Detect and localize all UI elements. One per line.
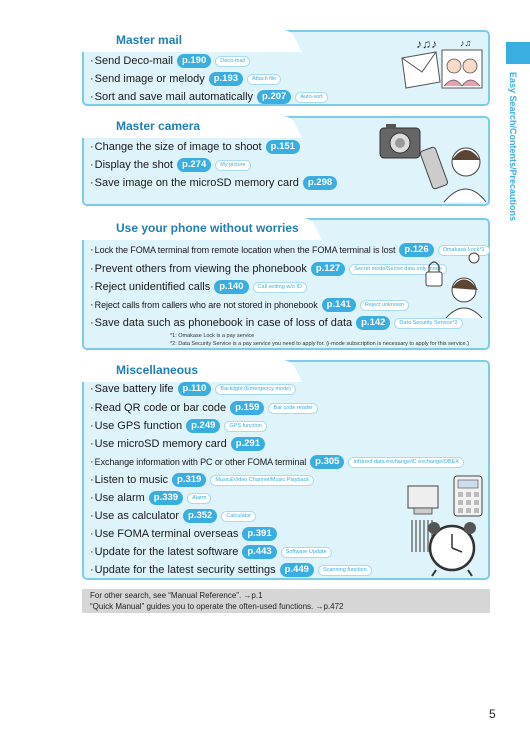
mail-music-illustration xyxy=(396,36,492,106)
page-ref-link[interactable]: p.305 xyxy=(310,455,344,469)
section-title-bar xyxy=(82,218,490,240)
page-ref-link[interactable]: p.207 xyxy=(257,90,291,104)
page-ref-link[interactable]: p.190 xyxy=(177,54,211,68)
list-item: · Read QR code or bar code p.159 Bar code reader xyxy=(90,401,318,415)
function-tag: Data Security Service*2 xyxy=(394,318,462,329)
function-tag: Call setting w/o ID xyxy=(253,282,307,293)
page-ref-link[interactable]: p.140 xyxy=(214,280,248,294)
page-ref-link[interactable]: p.319 xyxy=(172,473,206,487)
lock-person-illustration xyxy=(420,248,486,318)
page-ref-link[interactable]: p.142 xyxy=(356,316,390,330)
list-item: · Listen to music p.319 Music&Video Channel/Music Playback xyxy=(90,473,314,487)
list-item: · Reject unidentified calls p.140 Call setting w/o ID xyxy=(90,280,307,294)
list-item: · Lock the FOMA terminal from remote location when the FOMA terminal is lost p.126 Omakase Lock*1 xyxy=(90,243,490,257)
list-item: · Display the shot p.274 My picture xyxy=(90,158,251,172)
function-tag: Auto-sort xyxy=(295,92,327,103)
page-ref-link[interactable]: p.449 xyxy=(280,563,314,577)
section-title: Master mail xyxy=(116,33,183,47)
svg-text:♪♫: ♪♫ xyxy=(460,38,472,48)
function-tag: GPS function xyxy=(224,421,266,432)
sidebar-section-label: Easy Search/Contents/Precautions xyxy=(508,72,518,222)
function-tag: Reject unknown xyxy=(360,300,409,311)
function-tag: My picture xyxy=(215,160,250,171)
svg-text:♪♫♪: ♪♫♪ xyxy=(416,37,437,51)
list-item: · Send image or melody p.193 Attach file xyxy=(90,72,281,86)
list-item: · Use FOMA terminal overseas p.391 xyxy=(90,527,277,541)
page-ref-link[interactable]: p.159 xyxy=(230,401,264,415)
function-tag: Alarm xyxy=(187,493,211,504)
page-ref-link[interactable]: p.249 xyxy=(186,419,220,433)
function-tag: Attach file xyxy=(247,74,281,85)
sidebar-tab-marker xyxy=(506,42,530,64)
list-item: · Use alarm p.339 Alarm xyxy=(90,491,211,505)
footnote: *1: Omakase Lock is a pay service xyxy=(170,333,255,339)
list-item: · Reject calls from callers who are not stored in phonebook p.141 Reject unknown xyxy=(90,298,409,312)
section-master-camera xyxy=(82,116,490,206)
camera-phone-illustration xyxy=(374,120,488,204)
function-tag: Calculator xyxy=(221,511,256,522)
list-item: · Update for the latest software p.443 Software Update xyxy=(90,545,332,559)
page-number: 5 xyxy=(489,707,496,721)
page-ref-link[interactable]: p.141 xyxy=(322,298,356,312)
page-ref-link[interactable]: p.127 xyxy=(311,262,345,276)
list-item: · Save data such as phonebook in case of loss of data p.142 Data Security Service*2 xyxy=(90,316,463,330)
list-item: · Send Deco-mail p.190 Deco-mail xyxy=(90,54,250,68)
page-ref-link[interactable]: p.298 xyxy=(303,176,337,190)
pc-calculator-clock-illustration xyxy=(406,472,488,578)
page-ref-link[interactable]: p.126 xyxy=(399,243,433,257)
section-title: Master camera xyxy=(116,119,201,133)
list-item: · Exchange information with PC or other FOMA terminal p.305 Infrared data exchange/iC exchange/OBEX xyxy=(90,455,464,469)
footer-line: “Quick Manual” guides you to operate the often-used functions. →p.472 xyxy=(90,602,344,611)
list-item: · Change the size of image to shoot p.151 xyxy=(90,140,300,154)
section-title: Miscellaneous xyxy=(116,363,199,377)
page-ref-link[interactable]: p.443 xyxy=(242,545,276,559)
footnote: *2: Data Security Service is a pay service you need to apply for. (i-mode subscription is necessary to apply for this service.) xyxy=(170,341,469,347)
list-item: · Use GPS function p.249 GPS function xyxy=(90,419,267,433)
page-ref-link[interactable]: p.274 xyxy=(177,158,211,172)
function-tag: Backlight (Emergency mode) xyxy=(215,384,296,395)
function-tag: Scanning function xyxy=(318,565,372,576)
list-item: · Use microSD memory card p.291 xyxy=(90,437,265,451)
page-ref-link[interactable]: p.193 xyxy=(209,72,243,86)
list-item: · Save battery life p.110 Backlight (Emergency mode) xyxy=(90,382,296,396)
page-ref-link[interactable]: p.151 xyxy=(266,140,300,154)
list-item: · Prevent others from viewing the phonebook p.127 Secret mode/Secret data only mode xyxy=(90,262,447,276)
list-item: · Update for the latest security settings p.449 Scanning function xyxy=(90,563,372,577)
function-tag: Bar code reader xyxy=(268,403,317,414)
section-title: Use your phone without worries xyxy=(116,221,299,235)
list-item: · Save image on the microSD memory card p.298 xyxy=(90,176,337,190)
section-title-bar xyxy=(82,360,490,382)
function-tag: Infrared data exchange/iC exchange/OBEX xyxy=(348,457,463,468)
page-ref-link[interactable]: p.110 xyxy=(178,382,212,396)
page-ref-link[interactable]: p.391 xyxy=(242,527,276,541)
section-master-mail xyxy=(82,30,490,106)
page-ref-link[interactable]: p.352 xyxy=(183,509,217,523)
function-tag: Music&Video Channel/Music Playback xyxy=(210,475,314,486)
list-item: · Sort and save mail automatically p.207 Auto-sort xyxy=(90,90,328,104)
function-tag: Omakase Lock*1 xyxy=(438,245,490,256)
list-item: · Use as calculator p.352 Calculator xyxy=(90,509,256,523)
section-miscellaneous xyxy=(82,360,490,580)
function-tag: Deco-mail xyxy=(215,56,250,67)
footer-line: For other search, see “Manual Reference”. →p.1 xyxy=(90,591,263,600)
page-ref-link[interactable]: p.339 xyxy=(149,491,183,505)
page-ref-link[interactable]: p.291 xyxy=(231,437,265,451)
section-use-phone-without-worries xyxy=(82,218,490,350)
footer-note xyxy=(82,589,490,613)
function-tag: Software Update xyxy=(281,547,332,558)
function-tag: Secret mode/Secret data only mode xyxy=(349,264,447,275)
